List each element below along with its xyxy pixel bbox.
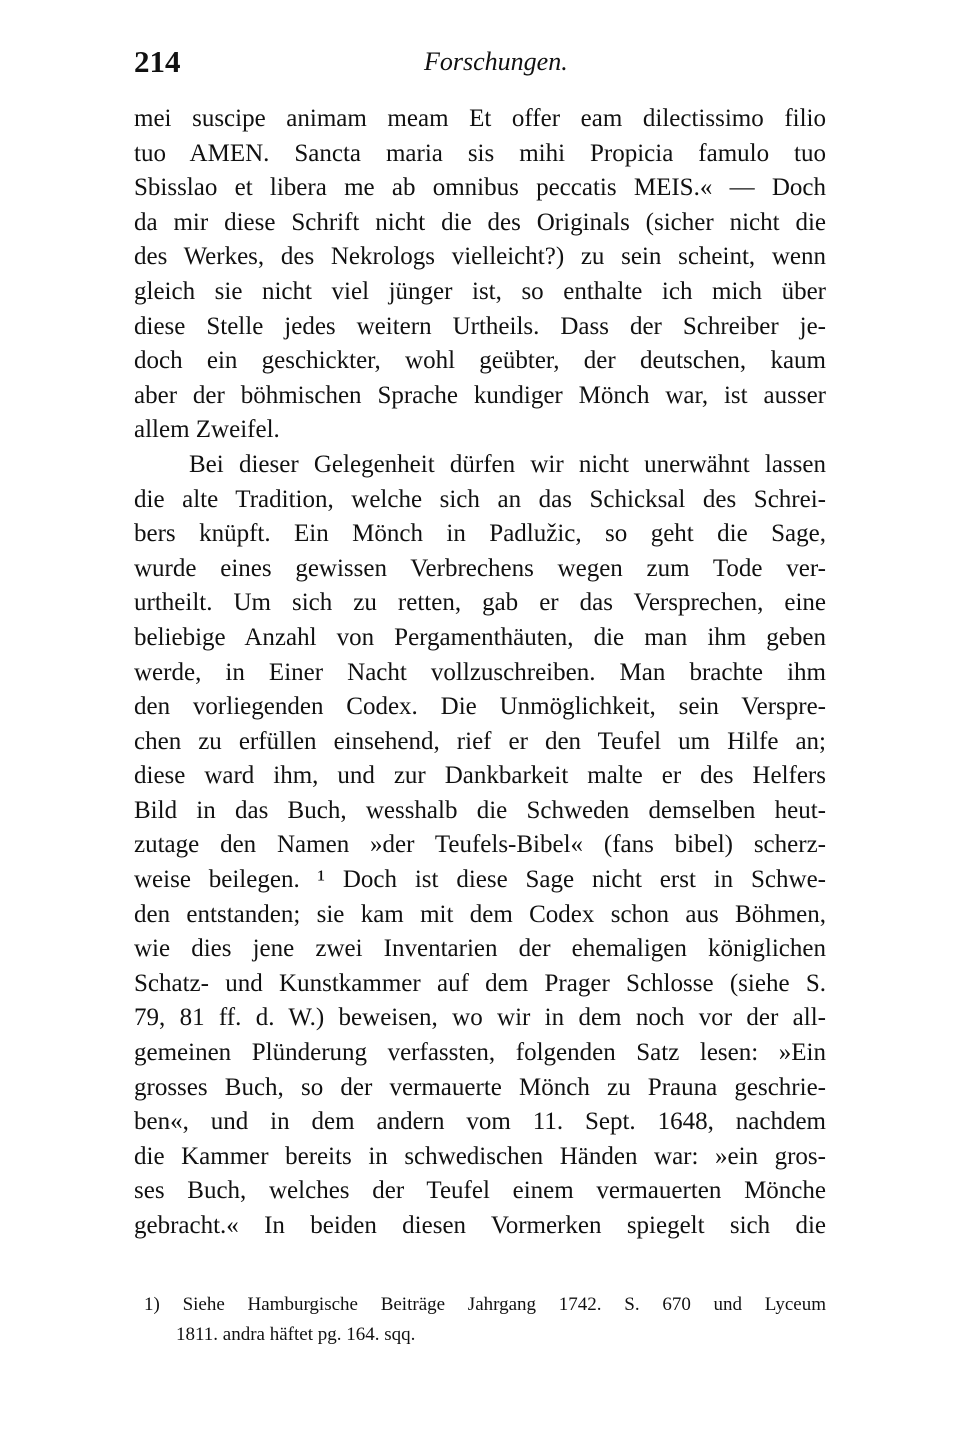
page-number: 214 [134,44,181,79]
text-line: diese ward ihm, und zur Dankbarkeit malte er des Helfers [134,762,826,790]
text-line: allem Zweifel. [134,416,280,444]
footnote-line: 1811. andra häftet pg. 164. sqq. [176,1324,416,1345]
text-line: zutage den Namen »der Teufels-Bibel« (fans bibel) scherz- [134,831,826,859]
text-line: tuo AMEN. Sancta maria sis mihi Propicia famulo tuo [134,139,826,167]
body-text [134,102,826,1244]
text-line: werde, in Einer Nacht vollzuschreiben. Man brachte ihm [134,658,826,686]
text-line: Bei dieser Gelegenheit dürfen wir nicht unerwähnt lassen [189,450,826,478]
text-line: ben«, und in dem andern vom 11. Sept. 1648, nachdem [134,1108,826,1136]
text-line: 79, 81 ff. d. W.) beweisen, wo wir in dem noch vor der all- [134,1004,826,1032]
footnotes [134,1290,826,1350]
text-line: den entstanden; sie kam mit dem Codex schon aus Böhmen, [134,900,826,928]
running-title: Forschungen. [424,47,568,76]
text-line: weise beilegen. ¹ Doch ist diese Sage nicht erst in Schwe- [134,866,826,894]
text-line: grosses Buch, so der vermauerte Mönch zu Prauna geschrie- [134,1073,826,1101]
text-line: mei suscipe animam meam Et offer eam dilectissimo filio [134,105,826,132]
text-line: doch ein geschickter, wohl geübter, der deutschen, kaum [134,347,826,375]
text-line: gemeinen Plünderung verfassten, folgenden Satz lesen: »Ein [134,1039,826,1067]
footnote-line: 1) Siehe Hamburgische Beiträge Jahrgang 1742. S. 670 und Lyceum [144,1294,826,1315]
text-line: da mir diese Schrift nicht die des Originals (sicher nicht die [134,208,826,236]
text-line: Schatz- und Kunstkammer auf dem Prager Schlosse (siehe S. [134,969,826,997]
text-line: Bild in das Buch, wesshalb die Schweden demselben heut- [134,796,826,824]
text-line: die alte Tradition, welche sich an das Schicksal des Schrei- [134,485,826,513]
text-line: diese Stelle jedes weitern Urtheils. Dass der Schreiber je- [134,312,826,340]
text-line: den vorliegenden Codex. Die Unmöglichkeit, sein Verspre- [134,693,826,721]
page-header [134,42,826,82]
text-line: bers knüpft. Ein Mönch in Padlužic, so geht die Sage, [134,520,826,548]
text-line: urtheilt. Um sich zu retten, gab er das Versprechen, eine [134,589,826,617]
text-line: ses Buch, welches der Teufel einem vermauerten Mönche [134,1177,826,1205]
text-line: Sbisslao et libera me ab omnibus peccatis MEIS.« — Doch [134,174,826,202]
text-line: die Kammer bereits in schwedischen Händen war: »ein gros- [134,1142,826,1170]
text-line: gleich sie nicht viel jünger ist, so enthalte ich mich über [134,277,826,305]
text-line: aber der böhmischen Sprache kundiger Mönch war, ist ausser [134,381,826,409]
text-line: des Werkes, des Nekrologs vielleicht?) zu sein scheint, wenn [134,243,826,271]
text-line: gebracht.« In beiden diesen Vormerken spiegelt sich die [134,1212,826,1239]
text-line: chen zu erfüllen einsehend, rief er den Teufel um Hilfe an; [134,727,826,755]
text-line: wurde eines gewissen Verbrechens wegen zum Tode ver- [134,554,826,582]
text-line: beliebige Anzahl von Pergamenthäuten, die man ihm geben [134,623,826,651]
text-line: wie dies jene zwei Inventarien der ehemaligen königlichen [134,935,826,963]
